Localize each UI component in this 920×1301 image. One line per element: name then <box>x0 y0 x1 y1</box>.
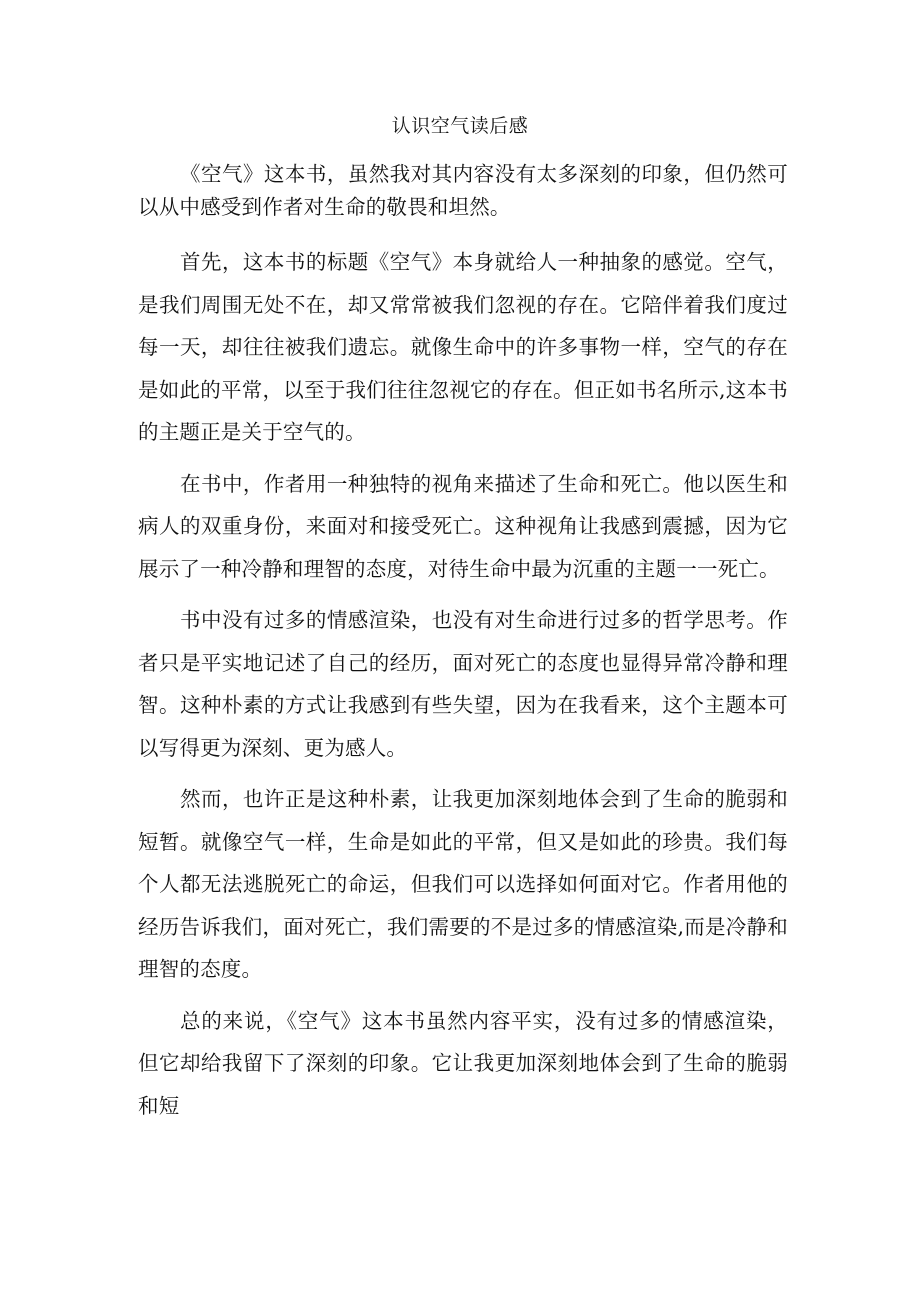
paragraph-4: 书中没有过多的情感渲染，也没有对生命进行过多的哲学思考。作者只是平实地记述了自己的经历，面对死亡的态度也显得异常冷静和理智。这种朴素的方式让我感到有些失望，因为在我看来，这个主题本可以写得更为深刻、更为感人。 <box>138 608 788 760</box>
paragraph-5: 然而，也许正是这种朴素，让我更加深刻地体会到了生命的脆弱和短暂。就像空气一样，生命是如此的平常，但又是如此的珍贵。我们每个人都无法逃脱死亡的命运，但我们可以选择如何面对它。作者用他的经历告诉我们，面对死亡，我们需要的不是过多的情感渲染,而是冷静和理智的态度。 <box>138 787 788 981</box>
paragraph-3: 在书中，作者用一种独特的视角来描述了生命和死亡。他以医生和病人的双重身份，来面对和接受死亡。这种视角让我感到震撼，因为它展示了一种冷静和理智的态度，对待生命中最为沉重的主题一一死亡。 <box>138 471 788 581</box>
document-title: 认识空气读后感 <box>391 115 529 137</box>
paragraph-6: 总的来说，《空气》这本书虽然内容平实，没有过多的情感渲染，但它却给我留下了深刻的印象。它让我更加深刻地体会到了生命的脆弱和短 <box>138 1008 788 1118</box>
paragraph-1: 《空气》这本书，虽然我对其内容没有太多深刻的印象，但仍然可以从中感受到作者对生命的敬畏和坦然。 <box>138 162 788 219</box>
document-body <box>138 158 788 1136</box>
paragraph-2: 首先，这本书的标题《空气》本身就给人一种抽象的感觉。空气，是我们周围无处不在，却又常常被我们忽视的存在。它陪伴着我们度过每一天，却往往被我们遗忘。就像生命中的许多事物一样，空气的存在是如此的平常，以至于我们往往忽视它的存在。但正如书名所示,这本书的主题正是关于空气的。 <box>138 250 788 444</box>
